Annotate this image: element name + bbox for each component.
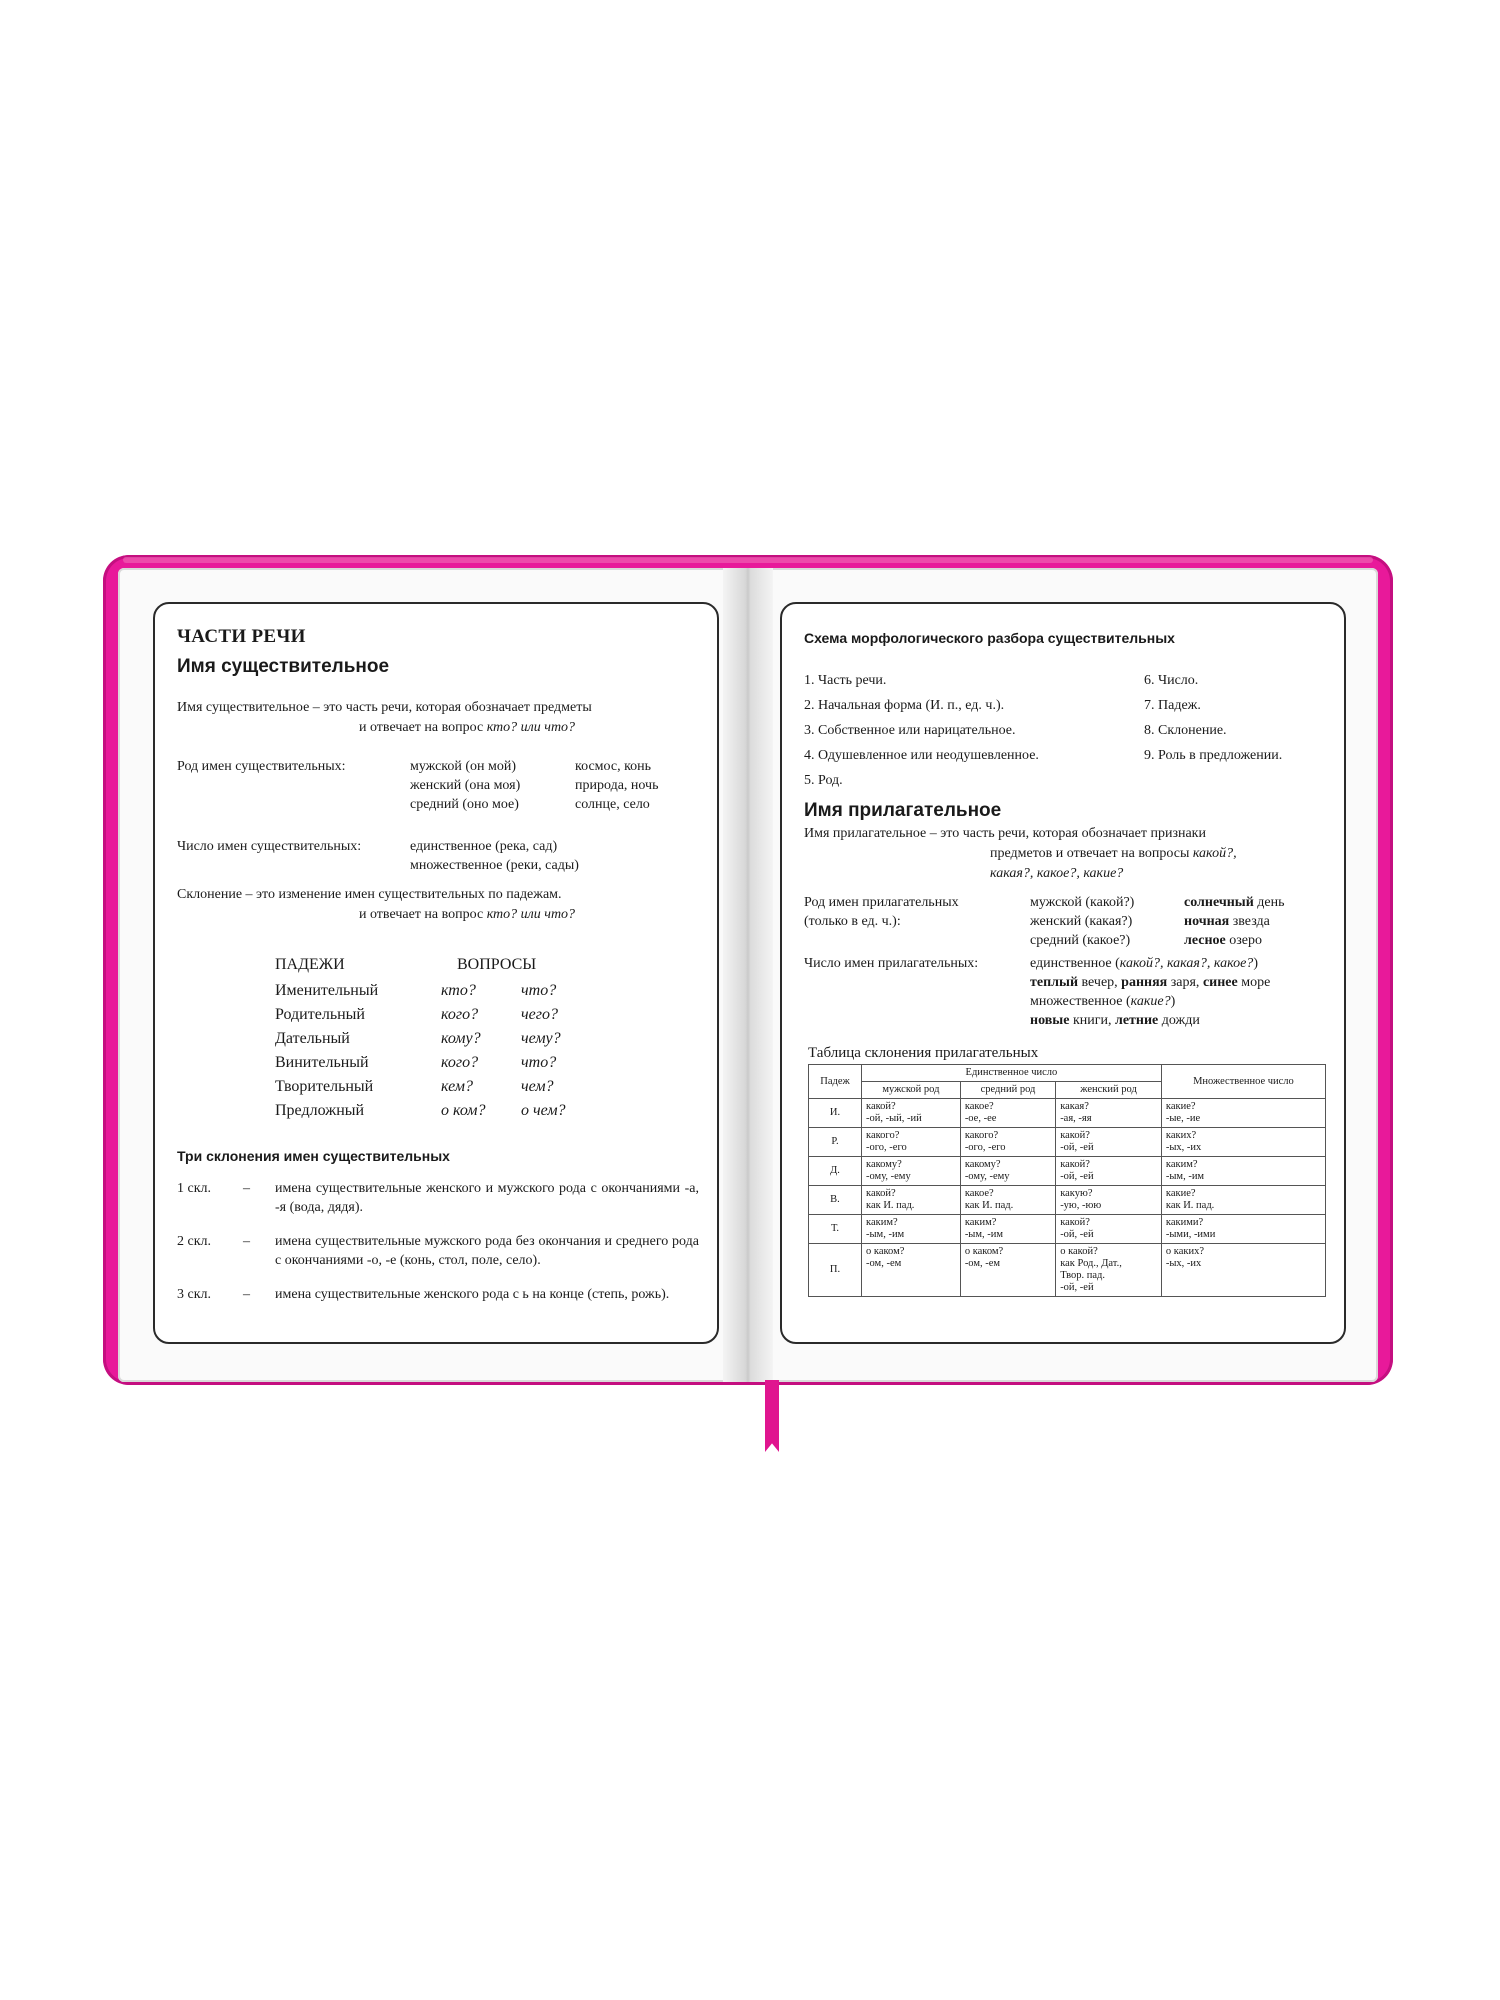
table-row: П. о каком? -ом, -ем о каком? -ом, -ем о какой? как Род., Дат., Твор. пад. -ой, -ей о каких? -ых, -их xyxy=(809,1244,1326,1297)
table-row: Р. какого? -ого, -его какого? -ого, -его какой? -ой, -ей каких? -ых, -их xyxy=(809,1128,1326,1157)
questions-header: ВОПРОСЫ xyxy=(457,956,537,973)
table-row: Т. каким? -ым, -им каким? -ым, -им какой? -ой, -ей какими? -ыми, -ими xyxy=(809,1215,1326,1244)
adjective-gender-examples: солнечный день ночная звезда лесное озеро xyxy=(1184,895,1285,948)
table-header-fem: женский род xyxy=(1056,1082,1162,1099)
case-names: Именительный Родительный Дательный Винительный Творительный Предложный xyxy=(275,982,379,1119)
case-questions-animate: кто? кого? кому? кого? кем? о ком? xyxy=(441,982,486,1119)
declension-definition-line1: Склонение – это изменение имен существительных по падежам. xyxy=(177,887,562,902)
adjective-number-block: единственное (какой?, какая?, какое?) теплый вечер, ранняя заря, синее море множественное (какие?) новые книги, летние дожди xyxy=(1030,956,1271,1028)
adjective-number-label: Число имен прилагательных: xyxy=(804,956,979,971)
noun-heading: Имя существительное xyxy=(177,656,390,677)
left-page-panel xyxy=(153,602,719,1344)
scheme-list-left: 1. Часть речи. 2. Начальная форма (И. п., ед. ч.). 3. Собственное или нарицательное. 4. Одушевленное или неодушевленное. 5. Род. xyxy=(804,673,1039,788)
page-title: ЧАСТИ РЕЧИ xyxy=(177,626,306,647)
decl1-dash: – xyxy=(243,1181,250,1196)
adjective-definition-line3: какая?, какое?, какие? xyxy=(990,866,1124,881)
table-header-plural: Множественное число xyxy=(1161,1065,1325,1099)
noun-gender-label: Род имен существительных: xyxy=(177,759,346,774)
table-row: В. какой? как И. пад. какое? как И. пад. какую? -ую, -юю какие? как И. пад. xyxy=(809,1186,1326,1215)
adjective-declension-table xyxy=(808,1064,1326,1297)
scheme-list-right: 6. Число. 7. Падеж. 8. Склонение. 9. Роль в предложении. xyxy=(1144,673,1283,763)
table-row: И. какой? -ой, -ый, -ий какое? -ое, -ее какая? -ая, -яя какие? -ые, -ие xyxy=(809,1099,1326,1128)
right-page-panel xyxy=(780,602,1346,1344)
adjective-definition-line2: предметов и отвечает на вопросы какой?, xyxy=(990,846,1237,861)
noun-definition-line2: и отвечает на вопрос кто? или что? xyxy=(359,720,576,735)
decl2-text: имена существительные мужского рода без окончания и среднего рода с окончаниями -о, -е (конь, стол, поле, село). xyxy=(275,1234,699,1268)
noun-gender-examples: космос, конь природа, ночь солнце, село xyxy=(575,759,659,812)
adjective-definition-line1: Имя прилагательное – это часть речи, которая обозначает признаки xyxy=(804,826,1206,841)
decl3-text: имена существительные женского рода с ь на конце (степь, рожь). xyxy=(275,1287,670,1302)
notebook-gutter xyxy=(723,568,773,1382)
three-declensions-heading: Три склонения имен существительных xyxy=(177,1148,450,1164)
noun-gender-list: мужской (он мой) женский (она моя) средний (оно мое) xyxy=(410,759,521,812)
noun-definition-line1: Имя существительное – это часть речи, которая обозначает предметы xyxy=(177,700,592,715)
declension-definition-line2: и отвечает на вопрос кто? или что? xyxy=(359,907,576,922)
decl1-label: 1 скл. xyxy=(177,1181,212,1196)
case-questions-inanimate: что? чего? чему? что? чем? о чем? xyxy=(521,982,566,1119)
bookmark-ribbon xyxy=(765,1380,779,1452)
decl3-label: 3 скл. xyxy=(177,1287,212,1302)
table-row: Д. какому? -ому, -ему какому? -ому, -ему какой? -ой, -ей каким? -ым, -им xyxy=(809,1157,1326,1186)
decl3-dash: – xyxy=(243,1287,250,1302)
adjective-gender-label: Род имен прилагательных (только в ед. ч.): xyxy=(804,895,959,929)
adjective-heading: Имя прилагательное xyxy=(804,800,1002,821)
adjective-gender-list: мужской (какой?) женский (какая?) средний (какое?) xyxy=(1030,895,1135,948)
noun-number-label: Число имен существительных: xyxy=(177,839,362,854)
table-header-case: Падеж xyxy=(809,1065,862,1099)
declension-table-title: Таблица склонения прилагательных xyxy=(808,1045,1039,1061)
table-header-neut: средний род xyxy=(960,1082,1055,1099)
decl2-label: 2 скл. xyxy=(177,1234,212,1249)
cases-header: ПАДЕЖИ xyxy=(275,956,345,973)
decl2-dash: – xyxy=(243,1234,250,1249)
table-header-masc: мужской род xyxy=(862,1082,961,1099)
decl1-text: имена существительные женского и мужского рода с окончаниями -а, -я (вода, дядя). xyxy=(275,1181,699,1215)
scheme-heading: Схема морфологического разбора существительных xyxy=(804,630,1175,646)
table-header-singular: Единственное число xyxy=(862,1065,1162,1082)
noun-number-list: единственное (река, сад) множественное (реки, сады) xyxy=(410,839,579,873)
